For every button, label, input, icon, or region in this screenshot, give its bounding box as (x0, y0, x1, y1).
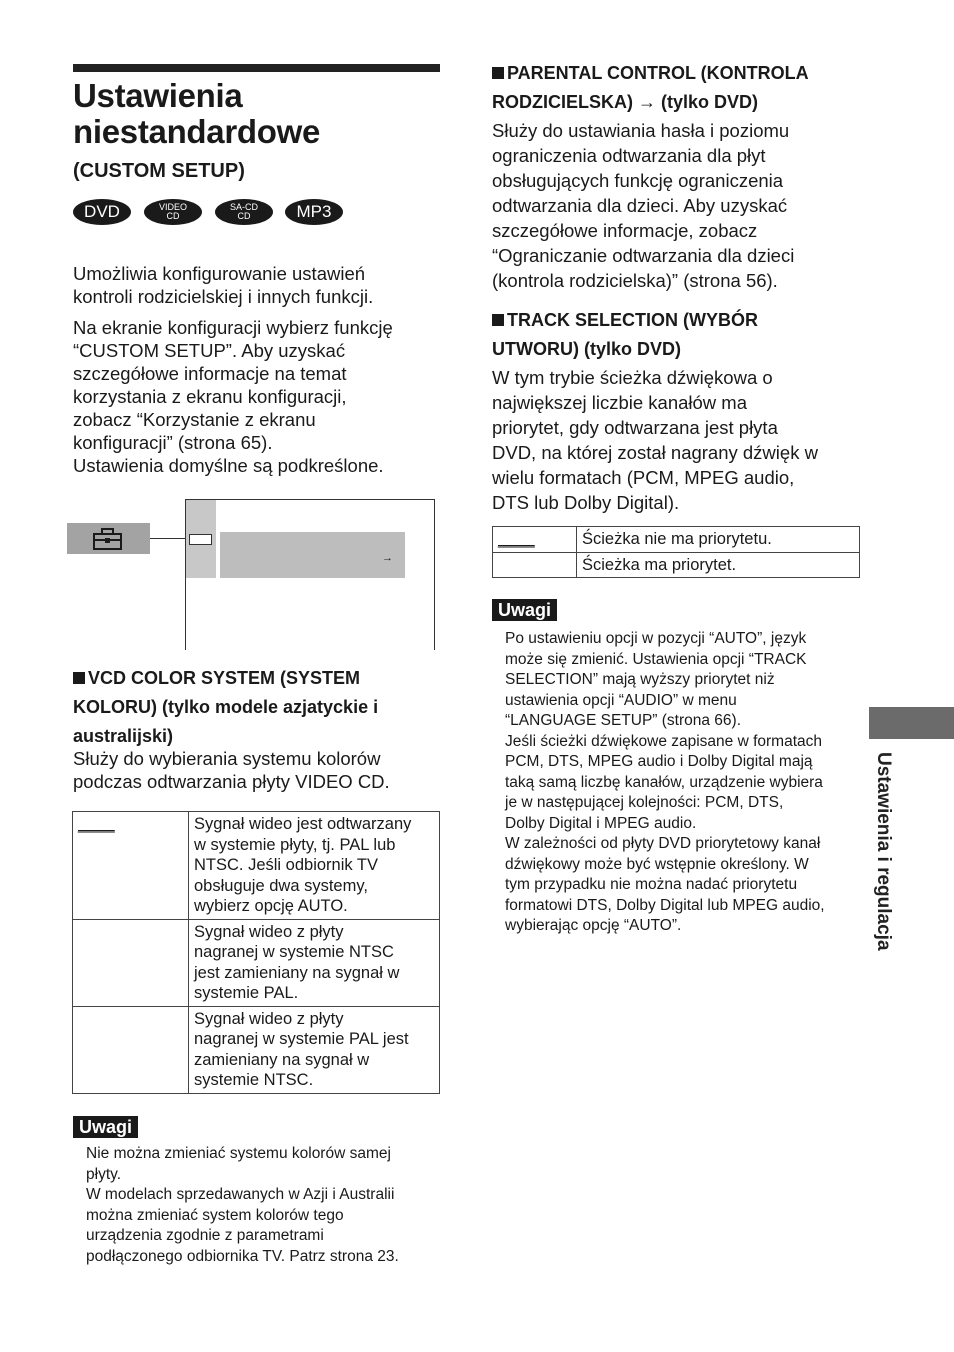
dvd-badge: DVD (73, 199, 131, 225)
intro-paragraph-2: Na ekranie konfiguracji wybierz funkcję “CUSTOM SETUP”. Aby uzyskać szczegółowe informacje na temat korzystania z ekranu konfiguracji, zobacz “Korzystanie z ekranu konfiguracji” (strona 65). Ustawienia domyślne są podkreślone. (73, 317, 393, 476)
menu-selected-icon (189, 534, 212, 545)
menu-screen-top-edge (185, 499, 435, 500)
arrow-right-icon: → (382, 552, 393, 564)
vcd-heading: VCD COLOR SYSTEM (SYSTEM KOLORU) (tylko modele azjatyckie i australijski) (73, 668, 379, 746)
title-rule (73, 64, 440, 72)
vcd-options-table (72, 811, 440, 1094)
track-options-table (492, 526, 860, 578)
parental-description: Służy do ustawiania hasła i poziomu ograniczenia odtwarzania dla płyt obsługujących funkcję ograniczenia odtwarzania dla dzieci. Aby uzyskać szczegółowe informacje, zobacz “Ograniczanie odtwarzania dla dzieci (kontrola rodzicielska)” (strona 56). (492, 120, 795, 291)
table-row: Ścieżka ma priorytet. (493, 552, 860, 578)
parental-heading: PARENTAL CONTROL (KONTROLA RODZICIELSKA) → (tylko DVD) (492, 63, 809, 112)
notes-right-label: Uwagi (492, 600, 557, 621)
video-cd-badge: VIDEO CD (144, 199, 202, 225)
square-bullet-icon (492, 314, 504, 326)
menu-item-highlight (220, 532, 405, 578)
sa-cd-badge: SA-CD CD (215, 199, 273, 225)
callout-line (150, 538, 186, 539)
section-tab-label: Ustawienia i regulacja (873, 752, 894, 951)
intro-paragraph-1: Umożliwia konfigurowanie ustawień kontroli rodzicielskiej i innych funkcji. (73, 263, 374, 307)
menu-screen-right-edge (434, 499, 435, 650)
notes-left-label: Uwagi (73, 1117, 138, 1138)
table-row: Sygnał wideo z płyty nagranej w systemie NTSC jest zamieniany na sygnał w systemie PAL. (73, 919, 440, 1006)
track-description: W tym trybie ścieżka dźwiękowa o największej liczbie kanałów ma priorytet, gdy odtwarzana jest płyta DVD, na której został nagrany dźwięk w wielu formatach (PCM, MPEG audio, DTS lub Dolby Digital). (492, 367, 818, 513)
table-row: Sygnał wideo z płyty nagranej w systemie PAL jest zamieniany na sygnał w systemie NTSC. (73, 1006, 440, 1093)
square-bullet-icon (73, 672, 85, 684)
table-row: ____ Sygnał wideo jest odtwarzany w systemie płyty, tj. PAL lub NTSC. Jeśli odbiornik TV obsługuje dwa systemy, wybierz opcję AUTO. (73, 812, 440, 920)
notes-left-text: Nie można zmieniać systemu kolorów samej płyty. W modelach sprzedawanych w Azji i Australii można zmieniać system kolorów tego urządzenia zgodnie z parametrami podłączonego odbiornika TV. Patrz strona 23. (86, 1145, 399, 1265)
page-subtitle: (CUSTOM SETUP) (73, 160, 245, 182)
track-heading: TRACK SELECTION (WYBÓR UTWORU) (tylko DVD) (492, 310, 758, 359)
toolbox-icon (91, 527, 124, 551)
toolbox-tab (67, 523, 150, 554)
square-bullet-icon (492, 67, 504, 79)
page-title: Ustawienia niestandardowe (73, 77, 321, 150)
vcd-description: Służy do wybierania systemu kolorów podczas odtwarzania płyty VIDEO CD. (73, 748, 390, 792)
notes-right-text: Po ustawieniu opcji w pozycji “AUTO”, język może się zmienić. Ustawienia opcji “TRACK SELECTION” mają wyższy priorytet niż ustawienia opcji “AUDIO” w menu “LANGUAGE SETUP” (strona 66). Jeśli ścieżki dźwiękowe zapisane w formatach PCM, DTS, MPEG audio i Dolby Digital mają taką samą liczbę kanałów, urządzenie wybiera je w następującej kolejności: PCM, DTS, Dolby Digital i MPEG audio. W zależności od płyty DVD priorytetowy kanał dźwiękowy może być wstępnie określony. W tym przypadku nie można nadać priorytetu formatowi DTS, Dolby Digital lub MPEG audio, wybierając opcję “AUTO”. (505, 630, 825, 934)
mp3-badge: MP3 (285, 199, 343, 225)
section-tab-marker (869, 707, 954, 739)
table-row: ____ Ścieżka nie ma priorytetu. (493, 527, 860, 553)
